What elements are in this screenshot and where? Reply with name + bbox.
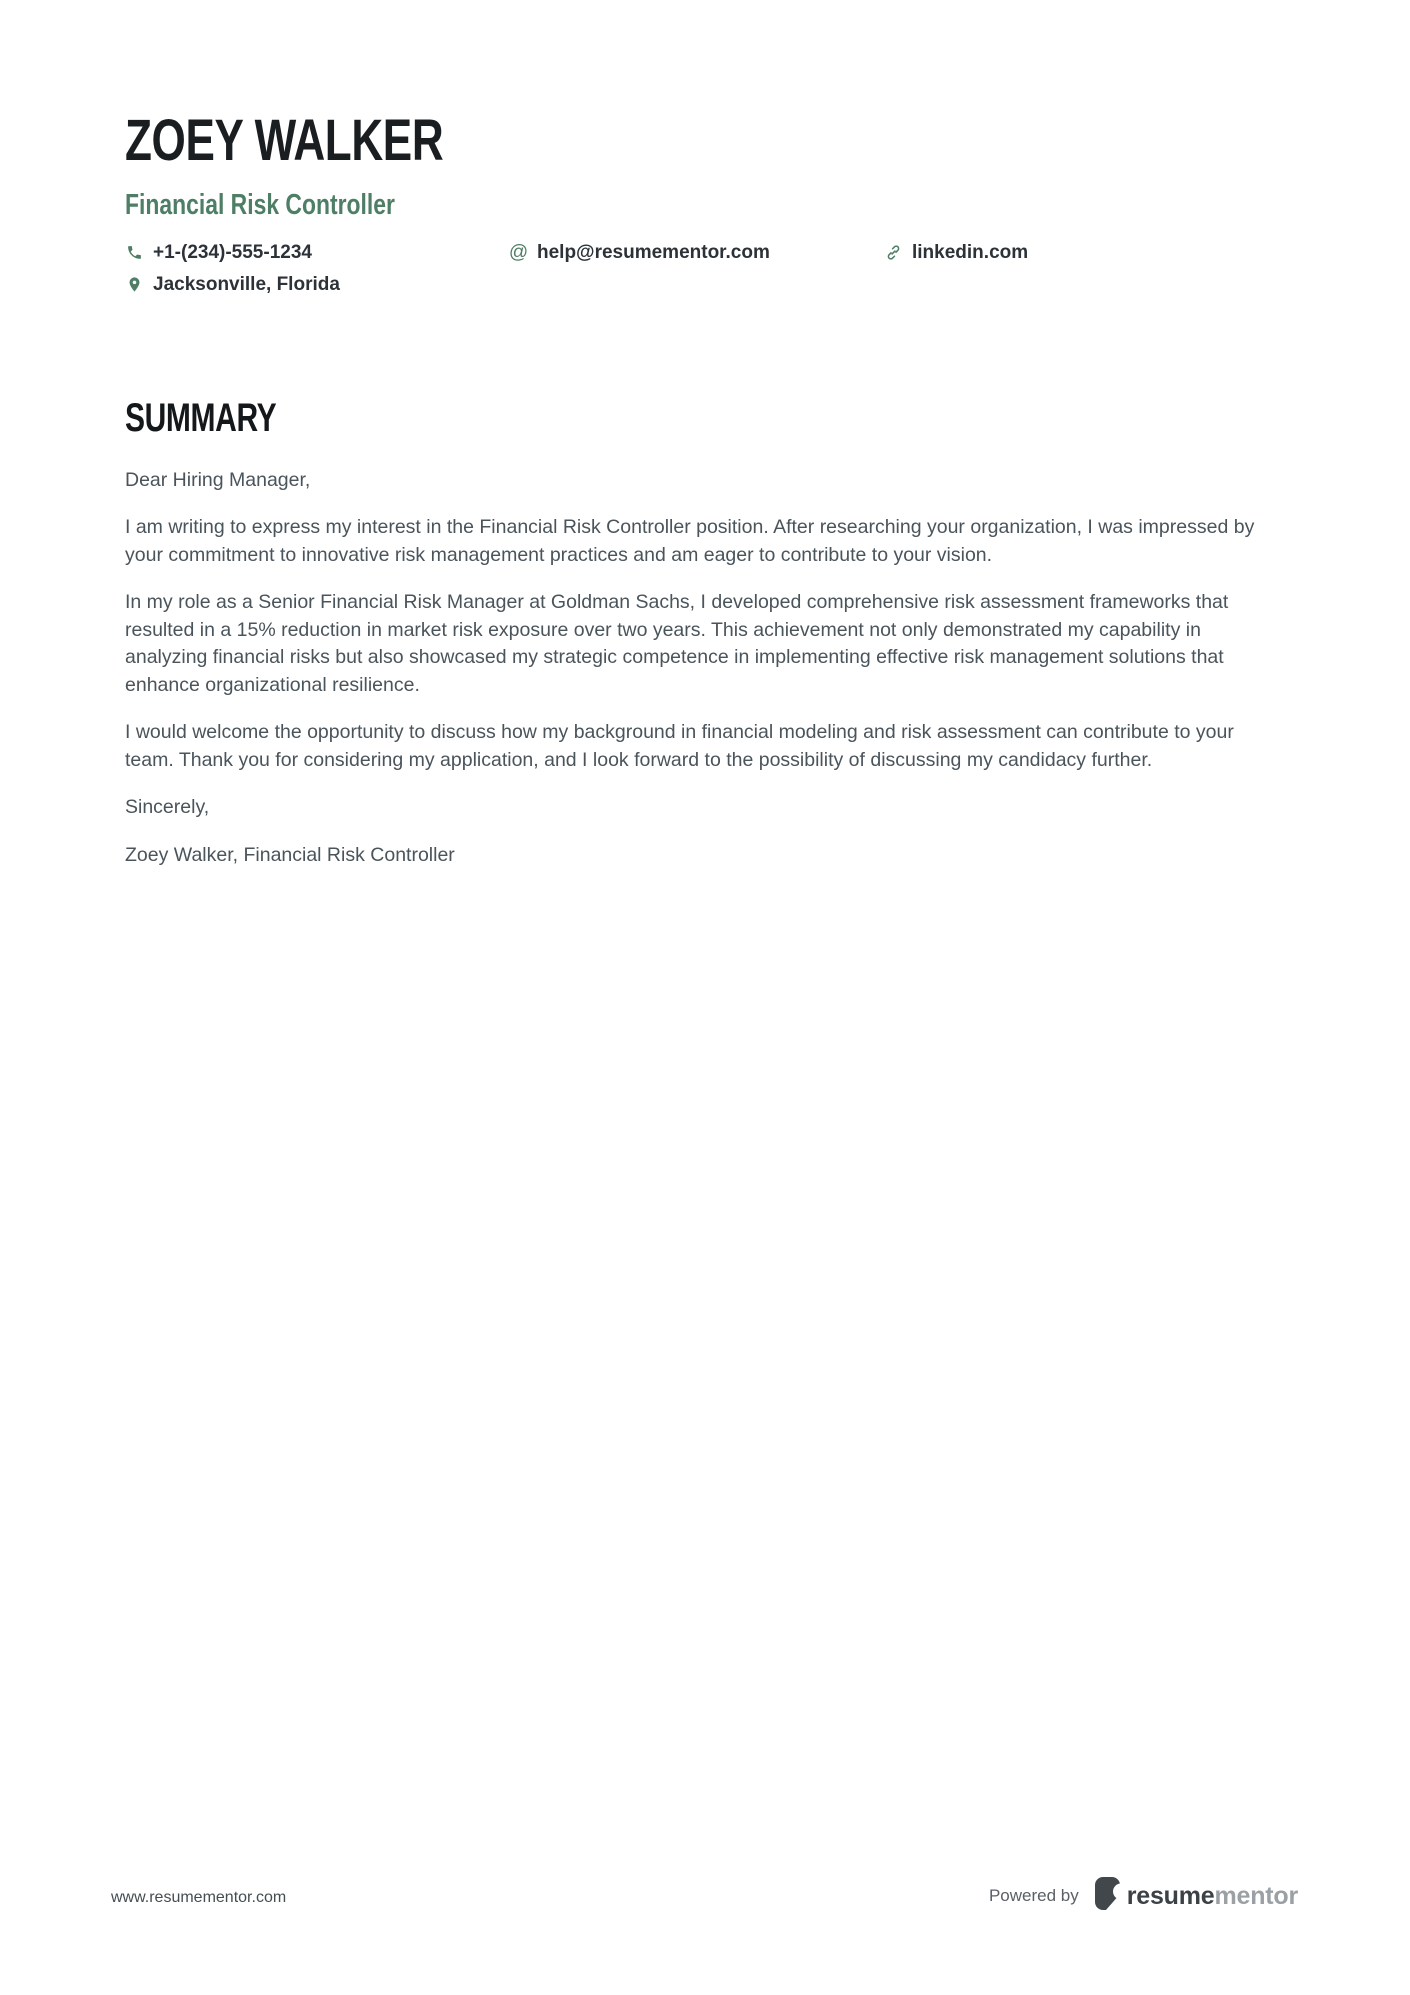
footer-site-link[interactable]: www.resumementor.com <box>111 1889 287 1906</box>
contact-info <box>125 240 1290 300</box>
chain-link-icon <box>884 244 903 261</box>
powered-by <box>989 1877 1298 1915</box>
phone-icon <box>125 244 144 261</box>
job-title: Financial Risk Controller <box>125 188 395 221</box>
email-address: help@resumementor.com <box>537 241 770 263</box>
signature: Zoey Walker, Financial Risk Controller <box>125 843 455 866</box>
summary-heading: SUMMARY <box>125 395 277 440</box>
resumementor-logo-mark <box>1095 1877 1120 1915</box>
contact-location <box>125 274 340 296</box>
page-content <box>125 0 1290 869</box>
phone-number: +1-(234)-555-1234 <box>153 241 312 263</box>
salutation: Dear Hiring Manager, <box>125 468 311 491</box>
brand-text-light: mentor <box>1214 1881 1298 1910</box>
cover-letter-body <box>125 467 1285 870</box>
paragraph: I am writing to express my interest in the Financial Risk Controller position. After researching your organization, I was impressed by your commitment to innovative risk management practices and am eager to contribute to your vision. <box>125 516 1255 566</box>
link-url: linkedin.com <box>912 241 1029 263</box>
at-sign-icon: @ <box>508 242 529 264</box>
contact-email <box>509 242 770 264</box>
brand-text-bold: resume <box>1126 1881 1215 1910</box>
person-name: ZOEY WALKER <box>125 108 444 173</box>
paragraph: In my role as a Senior Financial Risk Manager at Goldman Sachs, I developed comprehensive risk assessment frameworks that resulted in a 15% reduction in market risk exposure over two years. This achievement not only demonstrated my capability in analyzing financial risks but also showcased my strategic competence in implementing effective risk management solutions that enhance organizational resilience. <box>125 591 1229 696</box>
map-pin-icon <box>125 276 144 293</box>
closing: Sincerely, <box>125 796 210 819</box>
paragraph: I would welcome the opportunity to discuss how my background in financial modeling and risk assessment can contribute to your team. Thank you for considering my application, and I look forward to the possibility of discussing my candidacy further. <box>125 721 1234 771</box>
brand-wordmark <box>1127 1882 1298 1911</box>
resumementor-brand-link[interactable] <box>1095 1877 1298 1915</box>
location-text: Jacksonville, Florida <box>153 273 340 295</box>
powered-by-label: Powered by <box>988 1886 1079 1905</box>
contact-phone <box>125 242 312 264</box>
contact-link <box>884 242 1028 264</box>
